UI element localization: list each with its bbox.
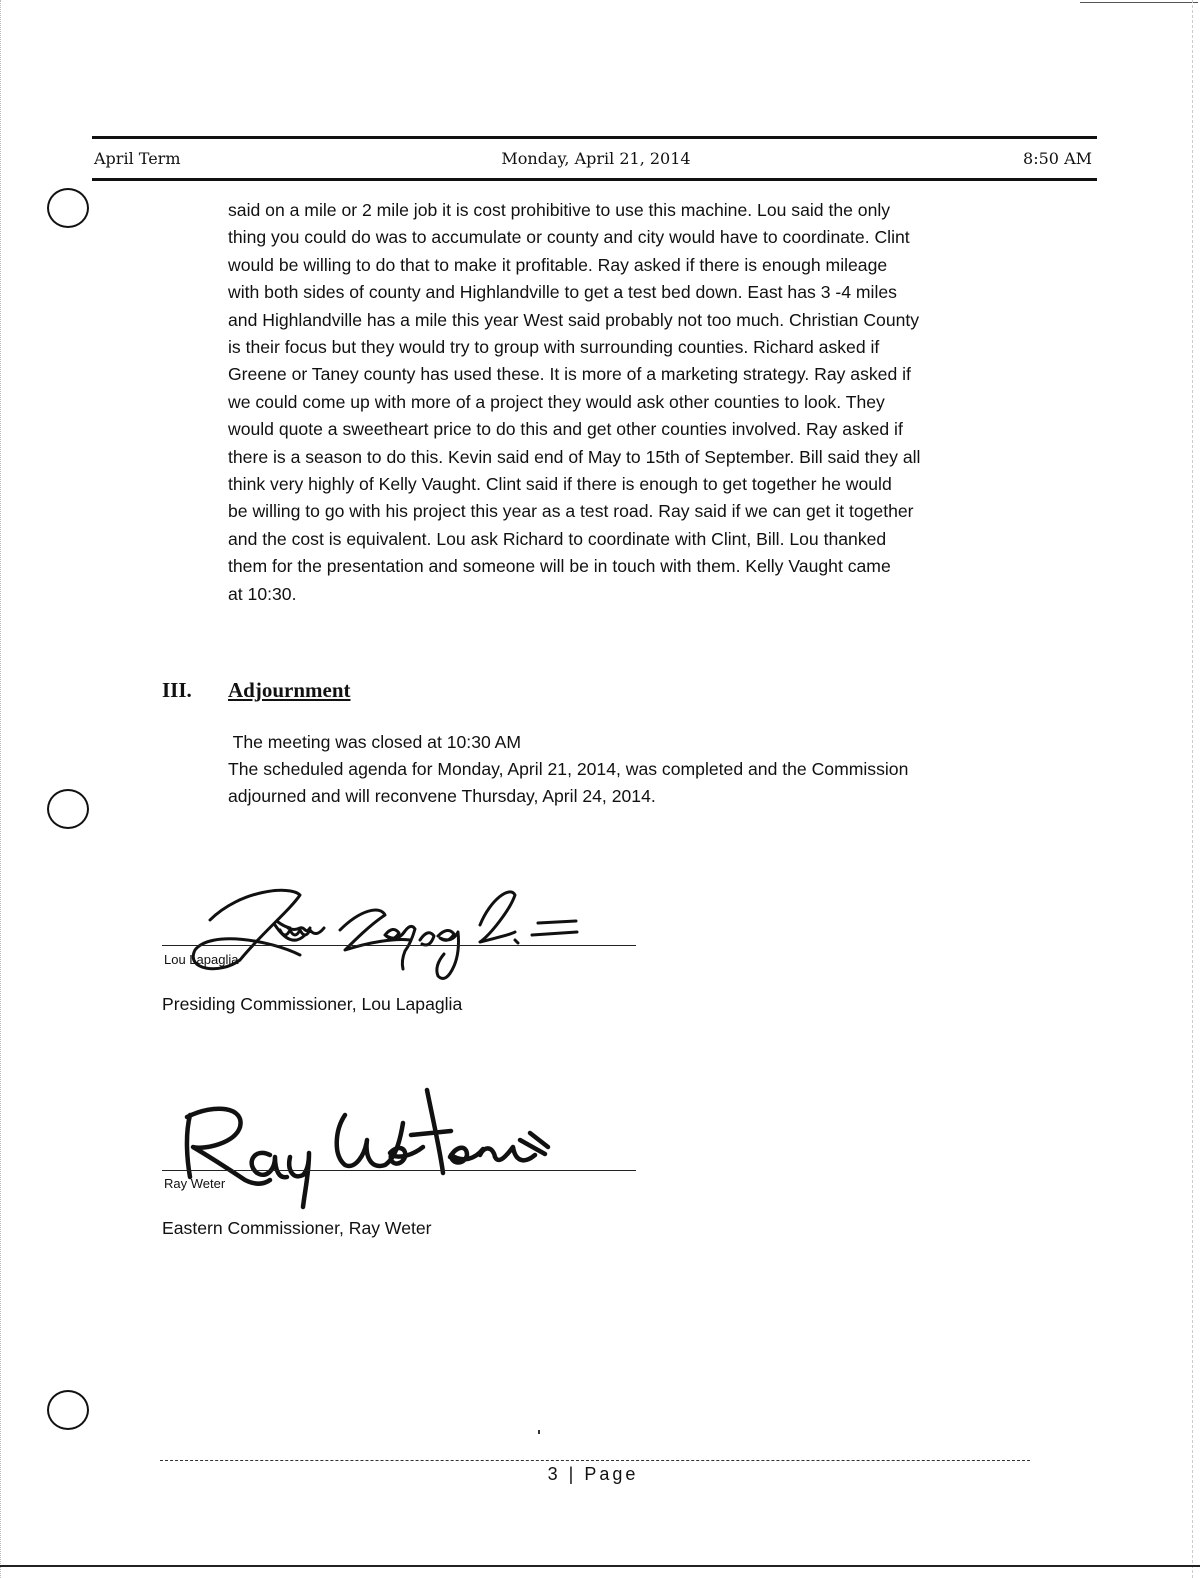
punch-hole-bottom [47, 1390, 89, 1430]
paragraph-line: would be willing to do that to make it profitable. Ray asked if there is enough mileage [228, 254, 888, 275]
paragraph-line: and the cost is equivalent. Lou ask Richard to coordinate with Clint, Bill. Lou thanked [228, 528, 887, 549]
paragraph-line: Greene or Taney county has used these. It is more of a marketing strategy. Ray asked if [228, 364, 911, 385]
scan-edge-bottom [0, 1565, 1200, 1567]
signature-line-2 [162, 1170, 636, 1171]
signature-lou-lapaglia [180, 880, 600, 990]
scan-speck [538, 1430, 540, 1434]
page-label: Page [584, 1464, 639, 1484]
section-title: Adjournment [228, 678, 351, 702]
header-date: Monday, April 21, 2014 [501, 149, 691, 168]
closing-reconvene-line: adjourned and will reconvene Thursday, April 24, 2014. [228, 786, 656, 806]
footer-rule [160, 1460, 1030, 1461]
paragraph-line: thing you could do was to accumulate or county and city would have to coordinate. Clint [228, 227, 910, 248]
signature-title-2: Eastern Commissioner, Ray Weter [162, 1218, 432, 1238]
page-number: 3 [547, 1464, 561, 1484]
signature-line-1 [162, 945, 636, 946]
punch-hole-middle [47, 789, 89, 829]
paragraph-line: be willing to go with his project this year as a test road. Ray said if we can get it together [228, 501, 914, 522]
closing-agenda-line: The scheduled agenda for Monday, April 21, 2014, was completed and the Commission [228, 759, 909, 779]
header-rule-bottom [92, 178, 1097, 181]
scan-edge-left [0, 0, 5, 1578]
paragraph-line: think very highly of Kelly Vaught. Clint said if there is enough to get together he would [228, 474, 892, 495]
closing-time-line: The meeting was closed at 10:30 AM [228, 732, 522, 752]
signature-name-1: Lou Lapaglia [164, 952, 239, 967]
paragraph-line: there is a season to do this. Kevin said end of May to 15th of September. Bill said they all [228, 446, 921, 467]
scan-edge-top [1080, 2, 1198, 13]
signature-title-1: Presiding Commissioner, Lou Lapaglia [162, 994, 463, 1014]
paragraph-line: said on a mile or 2 mile job it is cost prohibitive to use this machine. Lou said the only [228, 200, 891, 220]
section-number: III. [162, 678, 192, 702]
scan-edge-right [1192, 0, 1197, 1578]
paragraph-line: and Highlandville has a mile this year West said probably not too much. Christian County [228, 309, 920, 330]
paragraph-line: with both sides of county and Highlandville to get a test bed down. East has 3 -4 miles [228, 282, 897, 303]
paragraph-line: them for the presentation and someone will be in touch with them. Kelly Vaught came [228, 556, 891, 577]
paragraph-line: would quote a sweetheart price to do this and get other counties involved. Ray asked if [228, 419, 903, 440]
signature-ray-weter [175, 1085, 565, 1210]
paragraph-line: at 10:30. [228, 583, 297, 604]
paragraph-line: we could come up with more of a project they would ask other counties to look. They [228, 391, 885, 412]
header-term: April Term [94, 149, 181, 168]
punch-hole-top [47, 188, 89, 228]
paragraph-line: is their focus but they would try to group with surrounding counties. Richard asked if [228, 337, 880, 358]
header-rule-top [92, 136, 1097, 139]
signature-name-2: Ray Weter [164, 1176, 226, 1191]
minutes-paragraph [228, 197, 1028, 608]
page-footer: 3 | Page [547, 1464, 639, 1484]
header-time: 8:50 AM [1023, 149, 1092, 168]
